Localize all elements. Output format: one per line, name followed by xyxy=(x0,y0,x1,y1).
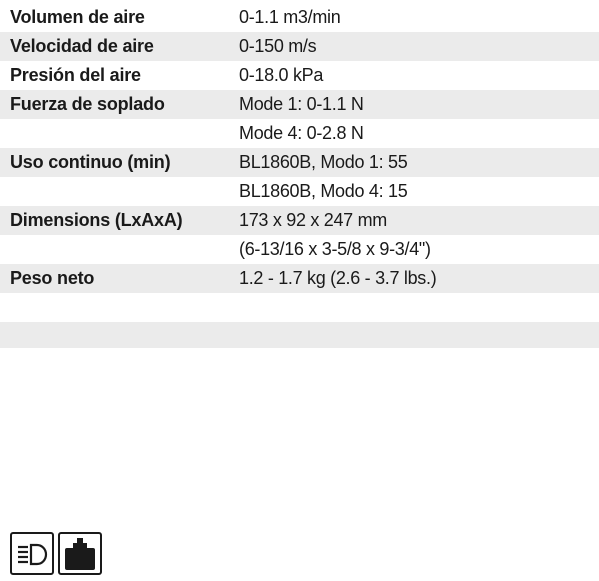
spec-value: 1.2 - 1.7 kg (2.6 - 3.7 lbs.) xyxy=(239,268,437,288)
spec-value: Mode 1: 0-1.1 N xyxy=(239,94,364,114)
spec-row-continuous-use xyxy=(0,148,599,177)
spec-value: 173 x 92 x 247 mm xyxy=(239,210,387,230)
spec-row-blank xyxy=(0,322,599,348)
spec-row-air-volume xyxy=(0,3,599,32)
feature-icons xyxy=(10,532,102,575)
spec-row-spacer xyxy=(0,293,599,322)
spec-row-net-weight xyxy=(0,264,599,293)
spec-label: Velocidad de aire xyxy=(10,36,154,56)
spec-label: Fuerza de soplado xyxy=(10,94,165,114)
spec-row-blowing-force xyxy=(0,90,599,119)
spec-label: Volumen de aire xyxy=(10,7,145,27)
spec-row-blowing-force-mode4 xyxy=(0,119,599,148)
spec-value: 0-150 m/s xyxy=(239,36,317,56)
spec-label: Peso neto xyxy=(10,268,95,288)
spec-label: Presión del aire xyxy=(10,65,141,85)
spec-row-continuous-use-mode4 xyxy=(0,177,599,206)
spec-label: Uso continuo (min) xyxy=(10,152,171,172)
spec-row-air-velocity xyxy=(0,32,599,61)
spec-row-air-pressure xyxy=(0,61,599,90)
spec-value: Mode 4: 0-2.8 N xyxy=(239,123,364,143)
spec-label: Dimensions (LxAxA) xyxy=(10,210,183,230)
battery-pack-icon xyxy=(58,532,102,575)
spec-value: BL1860B, Modo 4: 15 xyxy=(239,181,408,201)
spec-value: 0-1.1 m3/min xyxy=(239,7,341,27)
spec-value: 0-18.0 kPa xyxy=(239,65,324,85)
headlight-icon xyxy=(10,532,54,575)
spec-row-dimensions xyxy=(0,206,599,235)
spec-value: BL1860B, Modo 1: 55 xyxy=(239,152,408,172)
spec-value: (6-13/16 x 3-5/8 x 9-3/4") xyxy=(239,239,431,259)
specifications-table xyxy=(0,3,599,348)
spec-row-dimensions-inches xyxy=(0,235,599,264)
